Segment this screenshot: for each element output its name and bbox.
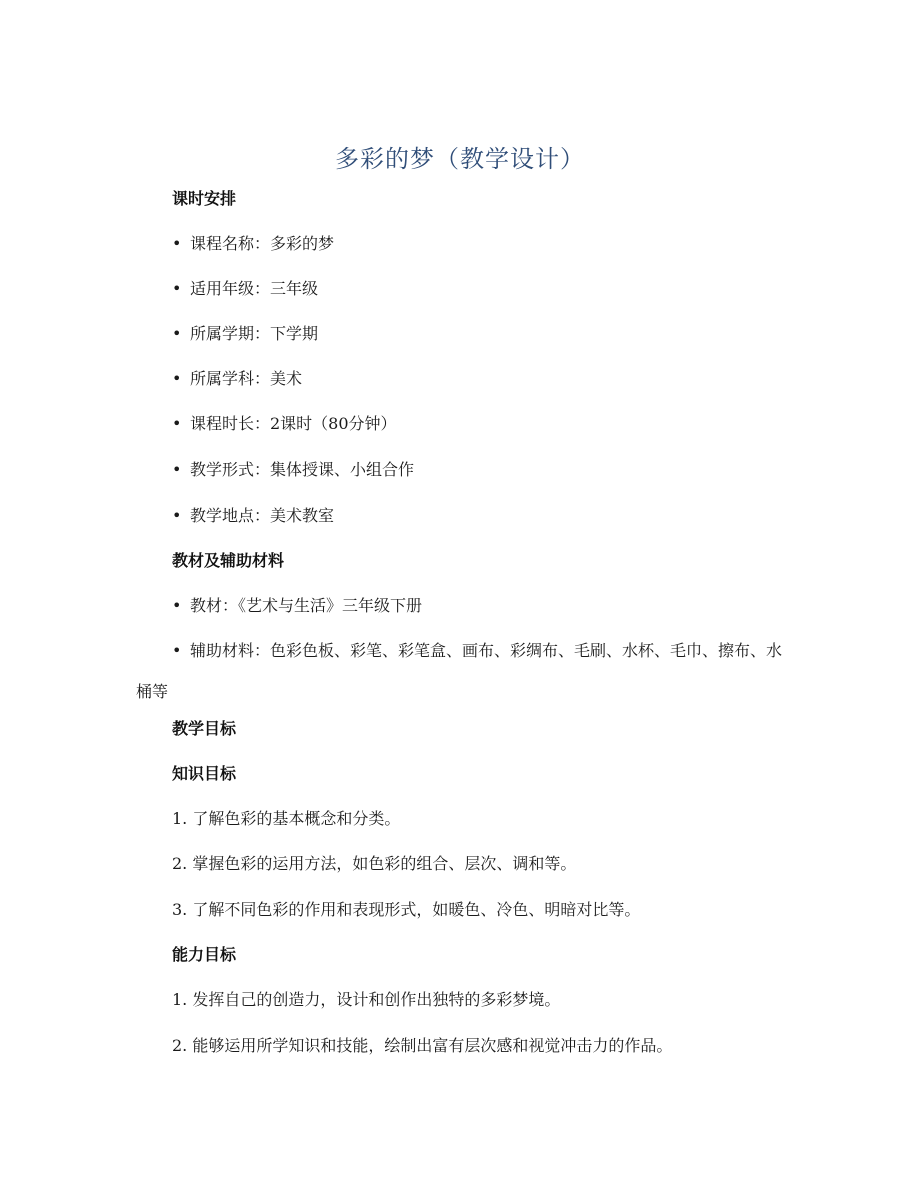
list-item [172,458,792,482]
bullet-icon: • [172,641,182,660]
list-item-text: 所属学科：美术 [190,369,303,388]
list-item: 2. 能够运用所学知识和技能，绘制出富有层次感和视觉冲击力的作品。 [172,1036,673,1055]
list-item: 3. 了解不同色彩的作用和表现形式，如暖色、冷色、明暗对比等。 [172,900,641,919]
page-title: 多彩的梦（教学设计） [335,145,585,173]
list-item [172,277,792,301]
list-item [172,594,792,618]
list-item-text: 适用年级：三年级 [190,279,319,298]
list-item-text: 教学形式：集体授课、小组合作 [190,460,415,479]
list-item-text: 辅助材料：色彩色板、彩笔、彩笔盒、画布、彩绸布、毛刷、水杯、毛巾、擦布、水桶等 [136,641,783,701]
bullet-icon: • [172,506,182,525]
list-item: 1. 了解色彩的基本概念和分类。 [172,809,401,828]
list-item-text: 所属学期：下学期 [190,324,319,343]
list-item-text: 教材：《艺术与生活》三年级下册 [190,596,423,615]
list-item-text: 课程名称：多彩的梦 [190,234,335,253]
list-item: 1. 发挥自己的创造力，设计和创作出独特的多彩梦境。 [172,990,561,1009]
section-heading-materials: 教材及辅助材料 [172,551,285,570]
list-item [172,412,792,436]
bullet-icon: • [172,414,182,433]
bullet-icon: • [172,279,182,298]
bullet-icon: • [172,460,182,479]
section-heading-goals: 教学目标 [172,719,237,738]
bullet-icon: • [172,596,182,615]
list-item [172,504,792,528]
bullet-icon: • [172,234,182,253]
list-item: 2. 掌握色彩的运用方法，如色彩的组合、层次、调和等。 [172,854,577,873]
section-heading-schedule: 课时安排 [172,189,237,208]
list-item [136,630,796,712]
section-heading-ability: 能力目标 [172,945,237,964]
bullet-icon: • [172,369,182,388]
list-item [172,367,792,391]
list-item-text: 教学地点：美术教室 [190,506,335,525]
list-item [172,232,792,256]
list-item-text: 课程时长：2课时（80分钟） [190,414,397,433]
bullet-icon: • [172,324,182,343]
section-heading-knowledge: 知识目标 [172,764,237,783]
list-item [172,322,792,346]
